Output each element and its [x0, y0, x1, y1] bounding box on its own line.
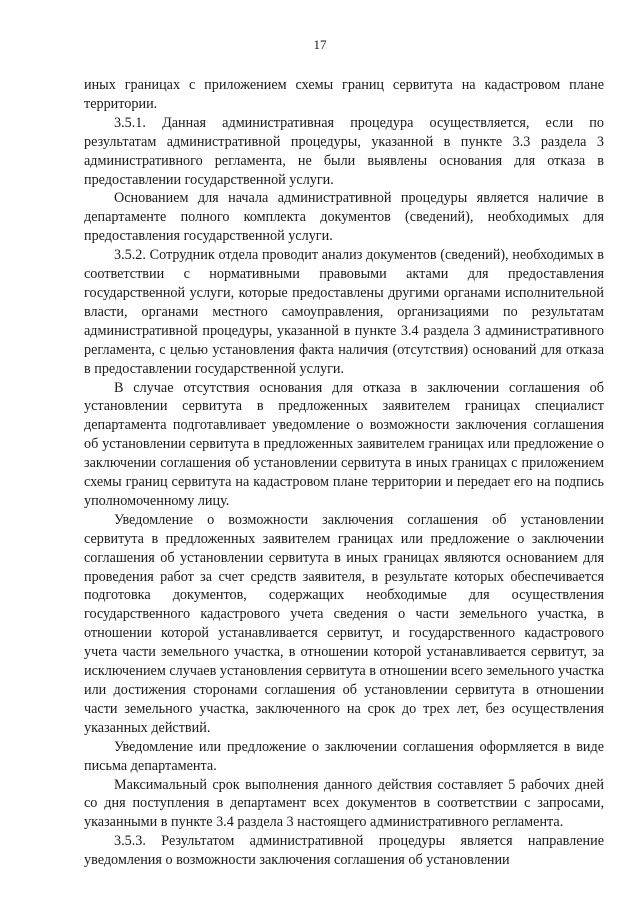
paragraph-continuation: иных границах с приложением схемы границ сервитута на кадастровом плане территории. [84, 77, 604, 112]
page-number: 17 [313, 37, 327, 52]
paragraph-3-5-1: 3.5.1. Данная административная процедура осуществляется, если по результатам административной процедуры, указанной в пункте 3.3 раздела 3 административного регламента, не были выявлены основания для отказа в предоставлении государственной услуги. [84, 114, 604, 188]
paragraph-max-term: Максимальный срок выполнения данного действия составляет 5 рабочих дней со дня поступления в департамент всех документов в соответствии с запросами, указанными в пункте 3.4 раздела 3 настоящего административного регламента. [84, 776, 604, 831]
paragraph-letter-form: Уведомление или предложение о заключении соглашения оформляется в виде письма департамента. [84, 738, 604, 774]
paragraph-basis: Основанием для начала административной процедуры является наличие в департаменте полного комплекта документов (сведений), необходимых для предоставления государственной услуги. [84, 190, 604, 245]
paragraph-notification-basis: Уведомление о возможности заключения соглашения об установлении сервитута в предложенных заявителем границах или предложение о заключении соглашения об установлении сервитута в иных границах являются основанием для проведения работ за счет средств заявителя, в результате которых обеспечивается подготовка документов, содержащих необходимые для осуществления государственного кадастрового учета сведения о части земельного участка, в отношении которой устанавливается сервитут, и государственного кадастрового учета части земельного участка, в отношении которой устанавливается сервитут, за исключением случаев установления сервитута в отношении всего земельного участка или достижения сторонами соглашения об установлении сервитута в отношении части земельного участка, заключенного на срок до трех лет, без осуществления указанных действий. [84, 511, 604, 736]
paragraph-3-5-2: 3.5.2. Сотрудник отдела проводит анализ документов (сведений), необходимых в соответствии с нормативными правовыми актами для предоставления государственной услуги, которые предоставлены другими органами исполнительной власти, органами местного самоуправления, организациями по результатам административной процедуры, указанной в пункте 3.4 раздела 3 административного регламента, с целью установления факта наличия (отсутствия) оснований для отказа в предоставлении государственной услуги. [84, 247, 604, 377]
paragraph-no-refusal: В случае отсутствия основания для отказа в заключении соглашения об установлении сервитута в предложенных заявителем границах специалист департамента подготавливает уведомление о возможности заключения соглашения об установлении сервитута в предложенных заявителем границах или предложение о заключении соглашения об установлении сервитута в иных границах с приложением схемы границ сервитута на кадастровом плане территории и передает его на подпись уполномоченному лицу. [84, 379, 604, 509]
paragraph-3-5-3: 3.5.3. Результатом административной процедуры является направление уведомления о возможности заключения соглашения об установлении [84, 833, 604, 869]
document-body [84, 76, 604, 870]
